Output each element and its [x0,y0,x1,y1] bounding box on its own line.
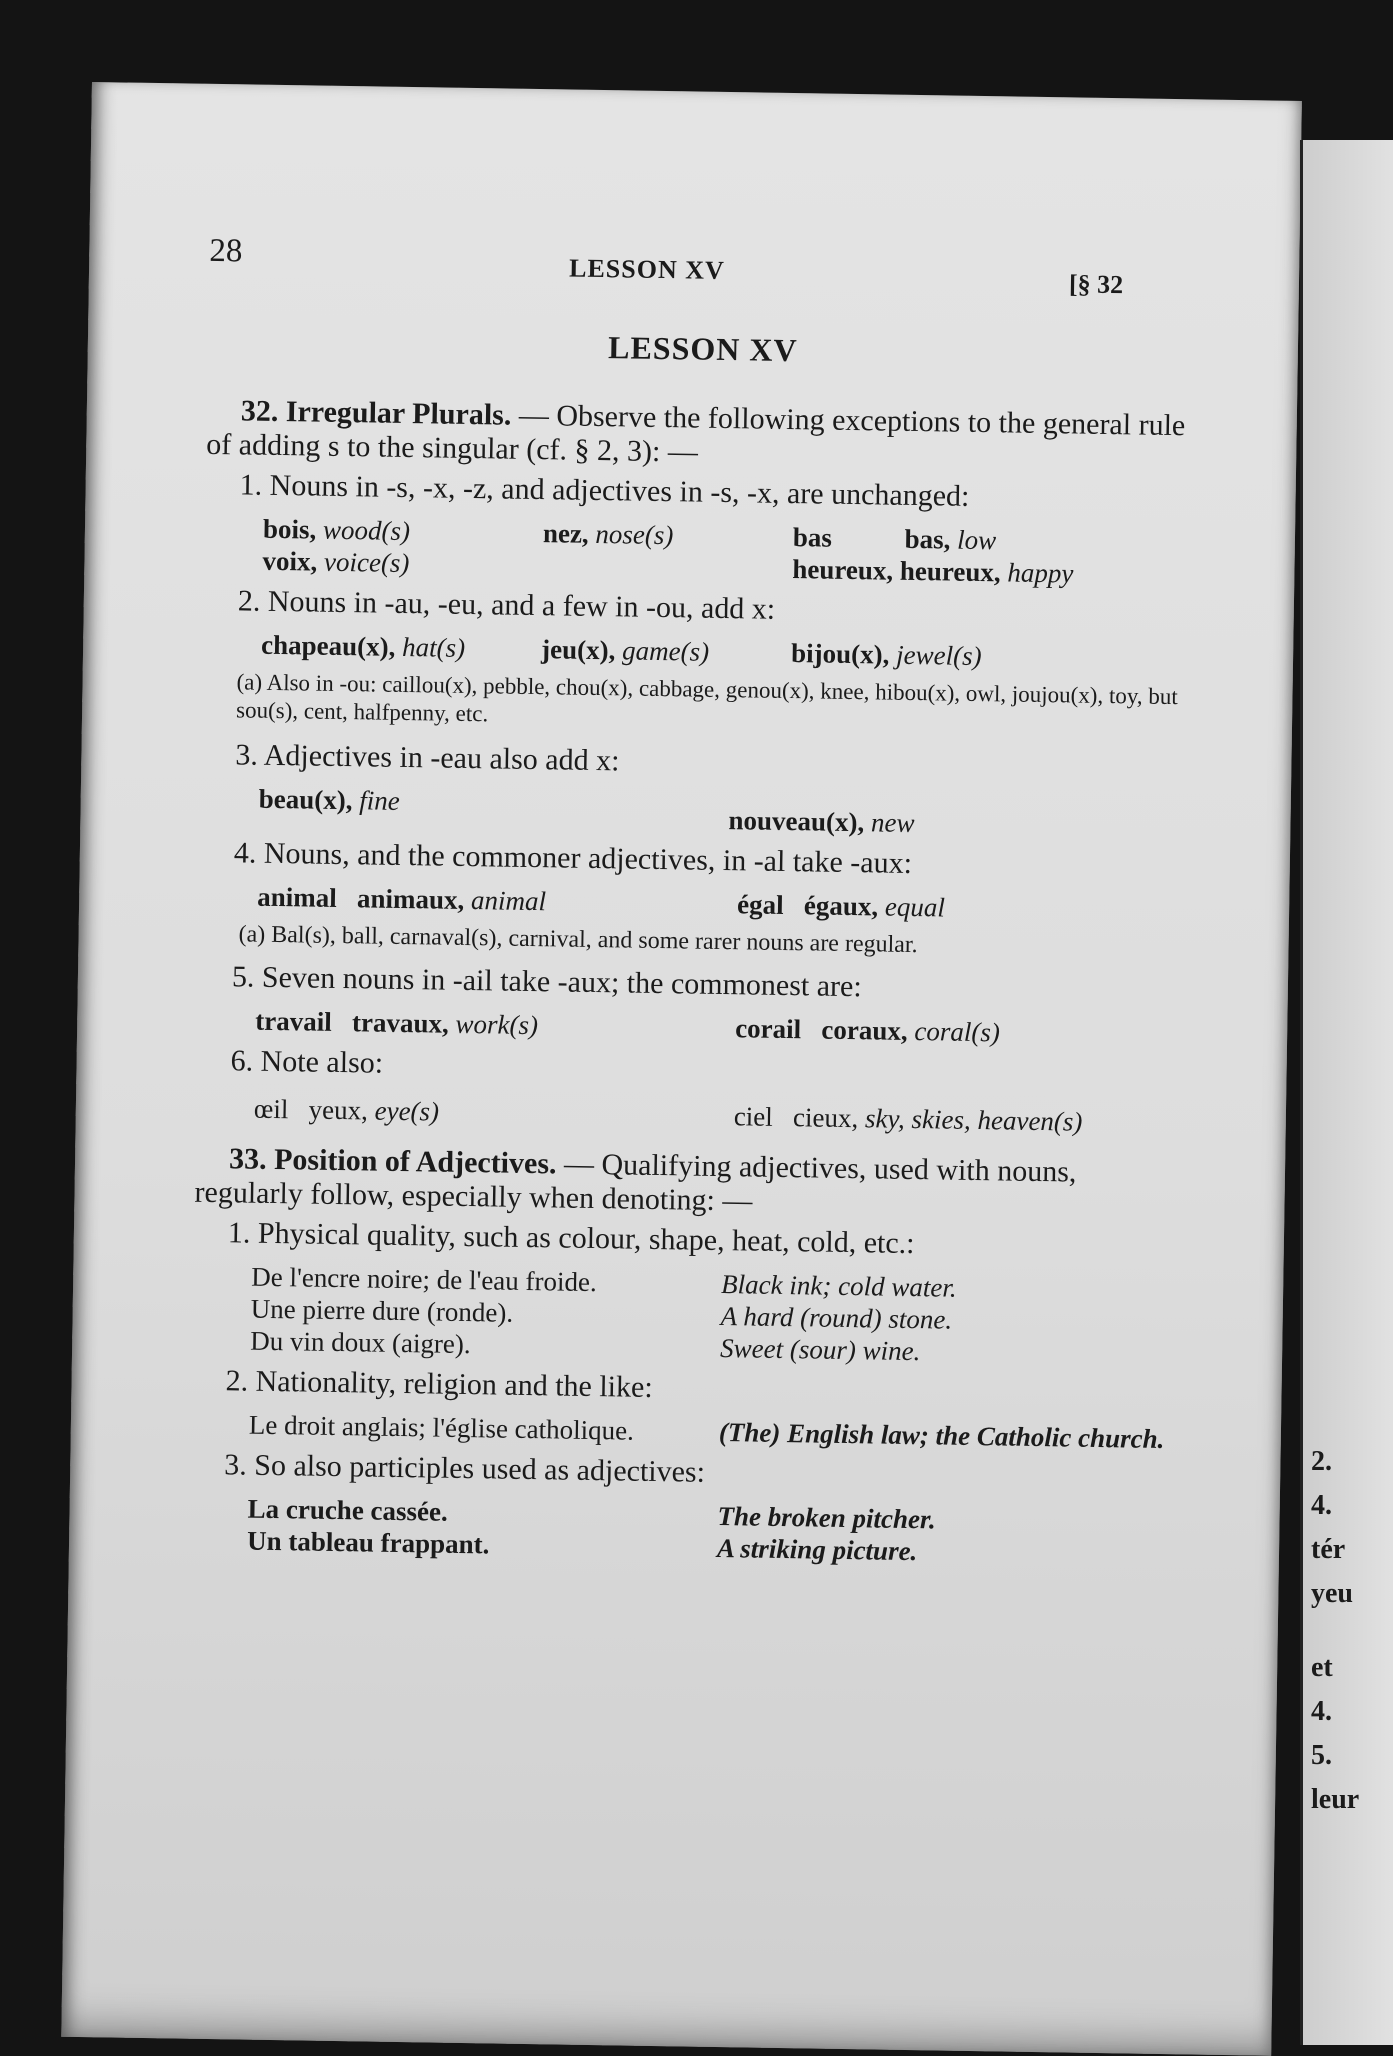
s32-rule-6: 6. Note also: [230,1044,384,1080]
book-page-left [61,82,1302,2056]
s32-rule-6-examples: œil yeux, eye(s) ciel cieux, sky, skies, heaven(s) [253,1093,1083,1137]
s33-r1-fr-1: Une pierre dure (ronde). [250,1293,514,1328]
right-fragment-4: et [1311,1652,1333,1683]
book-page-right [1300,140,1393,2045]
s32-rule-3: 3. Adjectives in -eau also add x: [235,738,620,778]
s32-intro: 32. Irregular Plurals. — Observe the following exceptions to the general rule of adding s to the singular (cf. § 2, 3): — [206,394,1186,469]
s33-r1-en-2: Sweet (sour) wine. [719,1333,921,1367]
s33-r1-fr-0: De l'encre noire; de l'eau froide. [251,1261,598,1298]
s33-rule-1: 1. Physical quality, such as colour, shape, heat, cold, etc.: [227,1216,915,1261]
s33-intro: 33. Position of Adjectives. — Qualifying adjectives, used with nouns, regularly follow, especially when denoting: — [194,1142,1077,1218]
right-fragment-7: leur [1311,1784,1360,1815]
right-fragment-1: 4. [1311,1490,1332,1521]
right-fragment-5: 4. [1311,1696,1332,1727]
s33-rule-3-examples: La cruche cassée. Un tableau frappant. The broken pitcher. A striking picture. [246,1493,937,1567]
right-fragment-0: 2. [1311,1446,1332,1477]
s32-rule-2-examples: chapeau(x), hat(s) jeu(x), game(s) bijou(x), jewel(s) [260,629,982,672]
right-fragment-2: tér [1311,1534,1346,1565]
s33-r1-en-1: A hard (round) stone. [720,1301,953,1335]
s33-r1-fr-2: Du vin doux (aigre). [250,1325,471,1360]
s32-rule-2: 2. Nouns in -au, -eu, and a few in -ou, add x: [237,584,776,626]
s33-rule-2-examples: Le droit anglais; l'église catholique. (The) English law; the Catholic church. [248,1409,1165,1455]
section-marker: [§ 32 [1068,269,1124,300]
s32-rule-4-note: (a) Bal(s), ball, carnaval(s), carnival, and some rarer nouns are regular. [238,921,918,959]
s33-rule-2: 2. Nationality, religion and the like: [225,1364,653,1404]
s32-rule-1: 1. Nouns in -s, -x, -z, and adjectives in -s, -x, are unchanged: [239,468,970,513]
s32-rule-3-examples: beau(x), fine nouveau(x), new [258,783,915,839]
right-fragment-3: yeu [1311,1578,1353,1609]
s32-rule-4: 4. Nouns, and the commoner adjectives, in -al take -aux: [233,836,913,880]
page-number: 28 [209,232,243,270]
s32-rule-4-examples: animal animaux, animal égal égaux, equal [256,881,946,923]
s32-rule-5-examples: travail travaux, work(s) corail coraux, coral(s) [255,1005,1001,1048]
s32-rule-2-note: (a) Also in -ou: caillou(x), pebble, chou(x), cabbage, genou(x), knee, hibou(x), owl, joujou(x), toy, but sou(s), cent, halfpenny, etc. [235,669,1178,727]
s33-rule-1-examples [250,1261,1183,1372]
s33-r1-en-0: Black ink; cold water. [720,1269,957,1303]
running-title: LESSON XV [568,253,726,285]
running-header [209,234,1200,300]
s32-rule-5: 5. Seven nouns in -ail take -aux; the commonest are: [231,960,862,1004]
lesson-title: LESSON XV [607,329,798,369]
right-fragment-6: 5. [1311,1740,1332,1771]
s33-rule-3: 3. So also participles used as adjectives: [224,1448,706,1489]
s32-rule-1-examples: bois, wood(s) voix, voice(s) nez, nose(s) bas bas, low heureux, heureux, happy [262,513,1074,589]
page-content [189,234,1200,1579]
